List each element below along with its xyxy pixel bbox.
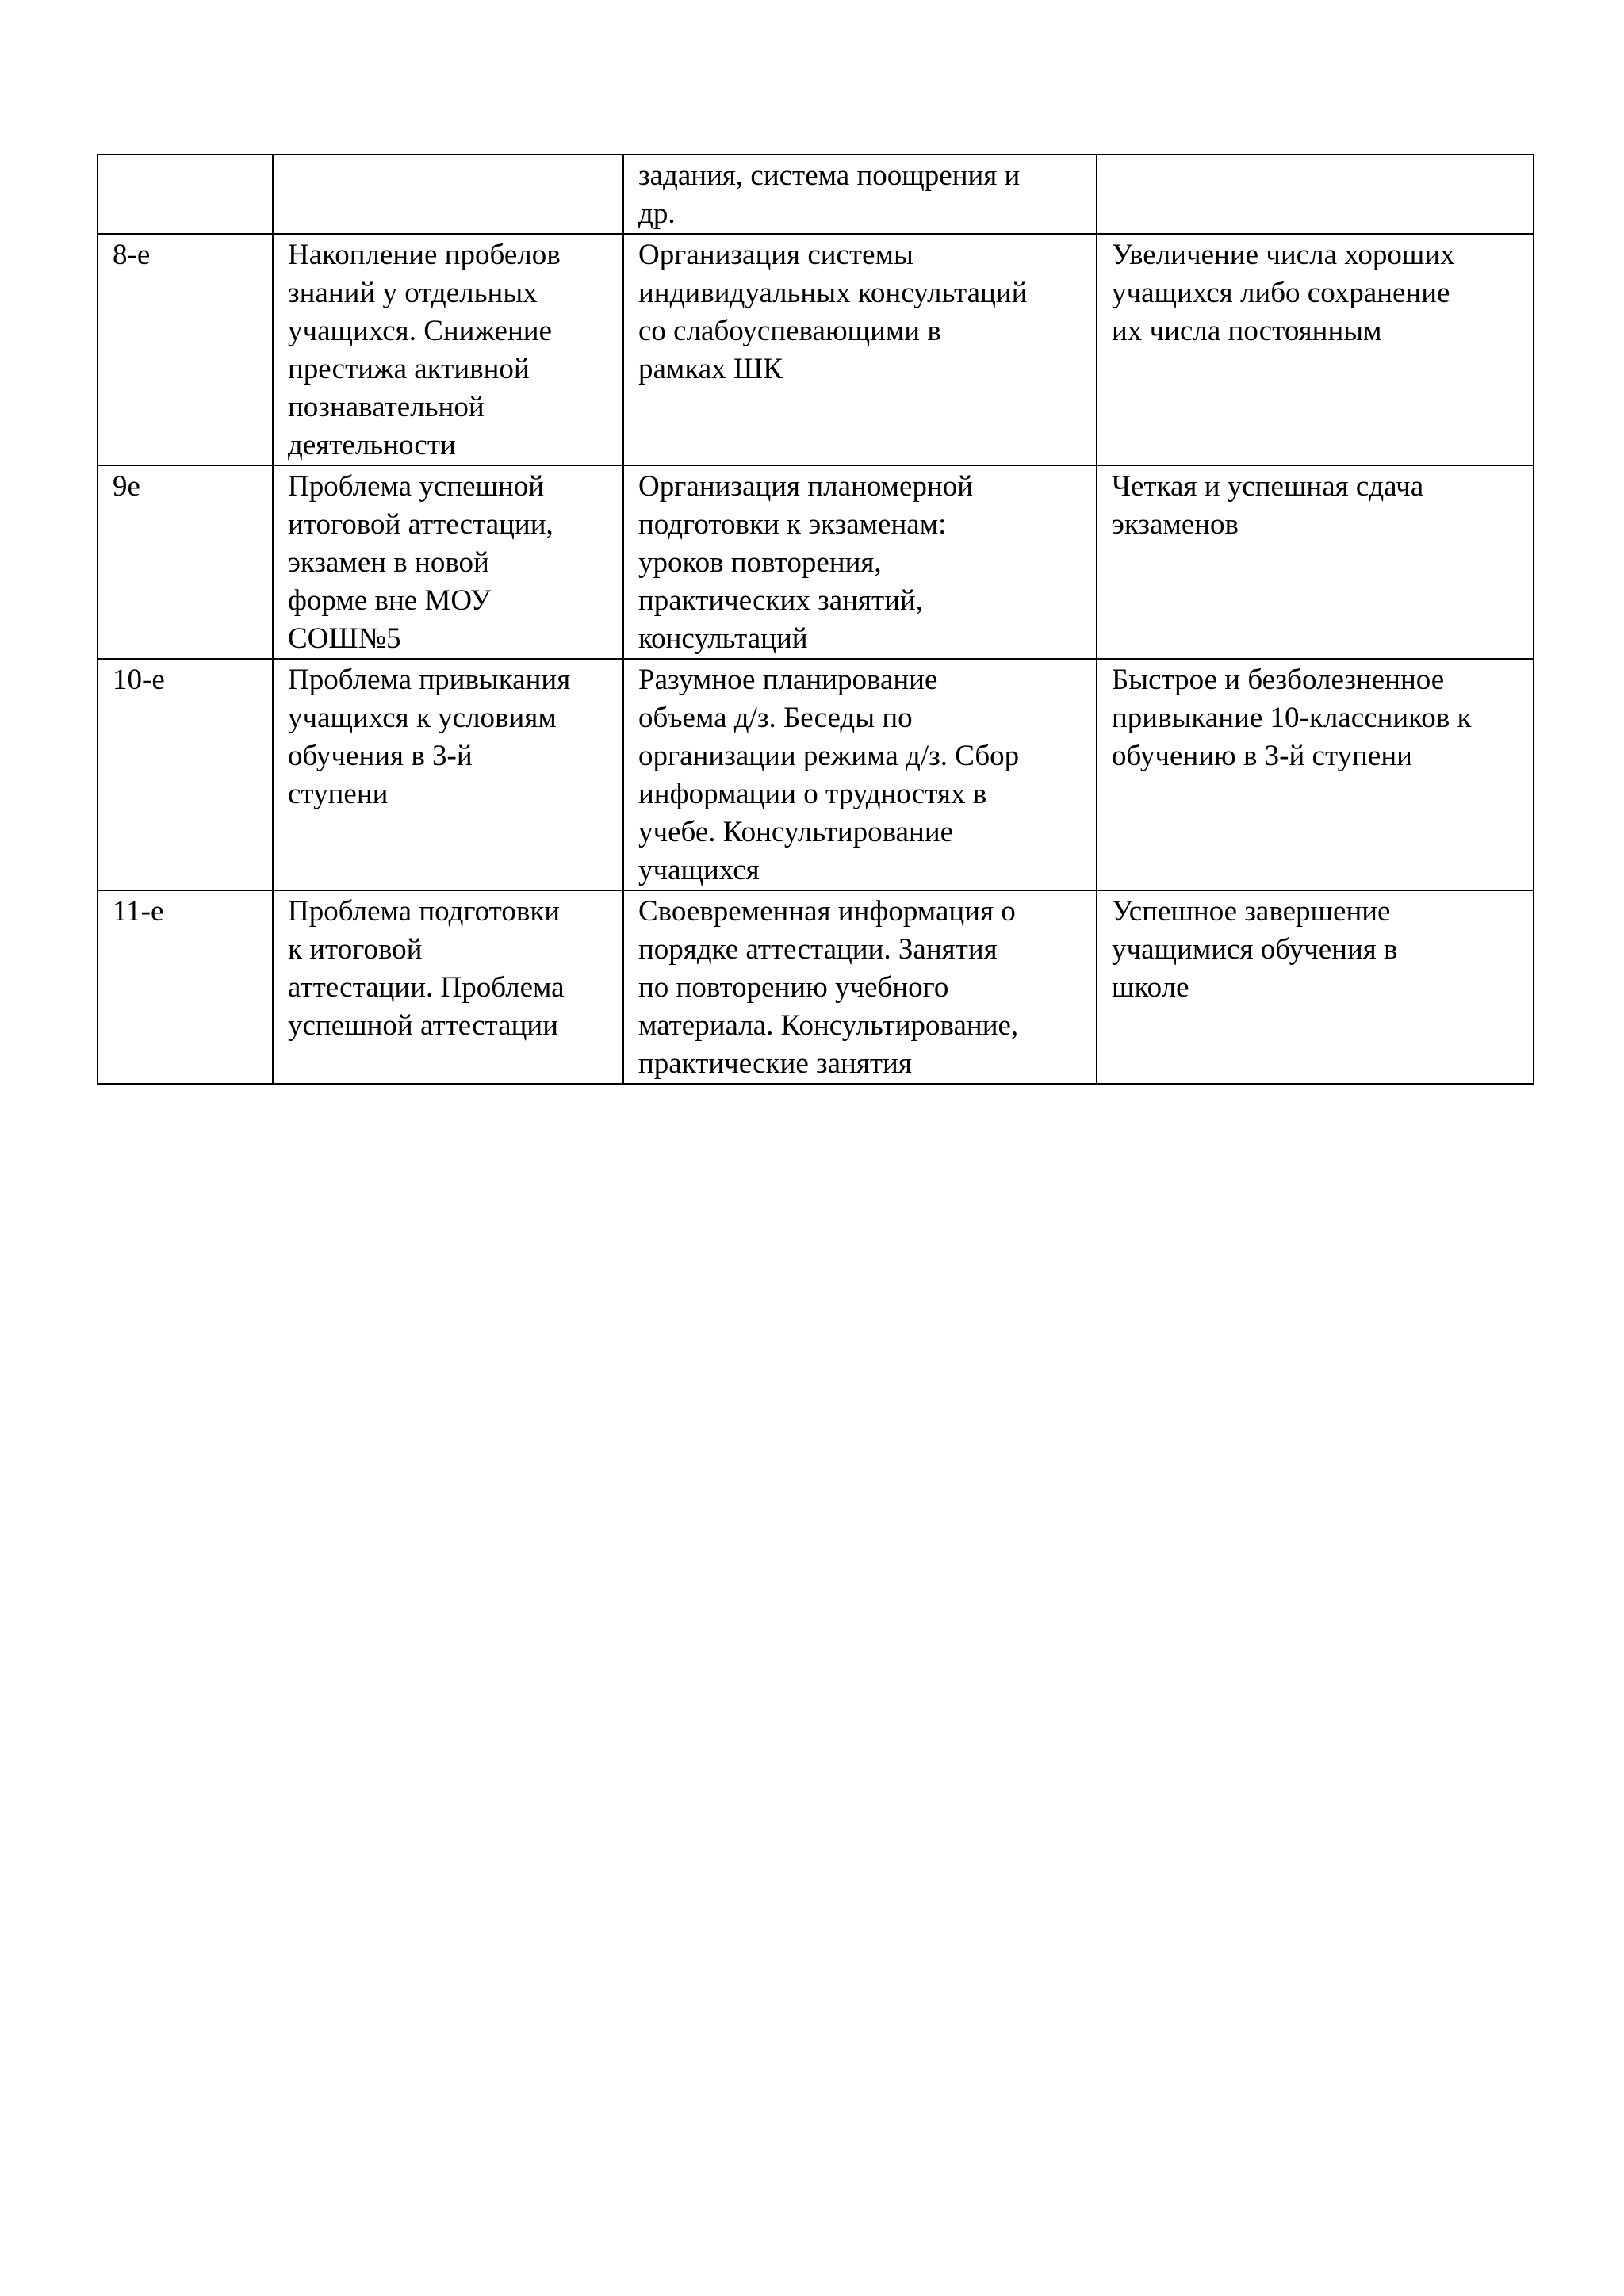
plan-table xyxy=(97,154,1534,1085)
problem-cell: Проблема подготовки к итоговой аттестации. Проблема успешной аттестации xyxy=(273,890,623,1084)
table-row xyxy=(98,890,1534,1084)
problem-cell: Проблема привыкания учащихся к условиям обучения в 3-й ступени xyxy=(273,659,623,890)
table-row xyxy=(98,659,1534,890)
result-cell xyxy=(1097,155,1534,234)
class-cell: 10-е xyxy=(98,659,273,890)
class-cell: 8-е xyxy=(98,234,273,465)
class-cell: 11-е xyxy=(98,890,273,1084)
measures-cell: Разумное планирование объема д/з. Беседы по организации режима д/з. Сбор информации о трудностях в учебе. Консультирование учащихся xyxy=(623,659,1097,890)
table-row xyxy=(98,465,1534,659)
measures-cell: задания, система поощрения и др. xyxy=(623,155,1097,234)
measures-cell: Своевременная информация о порядке аттестации. Занятия по повторению учебного материала. Консультирование, практические занятия xyxy=(623,890,1097,1084)
measures-cell: Организация системы индивидуальных консультаций со слабоуспевающими в рамках ШК xyxy=(623,234,1097,465)
result-cell: Быстрое и безболезненное привыкание 10-классников к обучению в 3-й ступени xyxy=(1097,659,1534,890)
measures-cell: Организация планомерной подготовки к экзаменам: уроков повторения, практических занятий, консультаций xyxy=(623,465,1097,659)
class-cell xyxy=(98,155,273,234)
table-row xyxy=(98,234,1534,465)
problem-cell: Накопление пробелов знаний у отдельных учащихся. Снижение престижа активной познавательной деятельности xyxy=(273,234,623,465)
result-cell: Четкая и успешная сдача экзаменов xyxy=(1097,465,1534,659)
table-row xyxy=(98,155,1534,234)
result-cell: Успешное завершение учащимися обучения в школе xyxy=(1097,890,1534,1084)
class-cell: 9е xyxy=(98,465,273,659)
result-cell: Увеличение числа хороших учащихся либо сохранение их числа постоянным xyxy=(1097,234,1534,465)
problem-cell xyxy=(273,155,623,234)
problem-cell: Проблема успешной итоговой аттестации, экзамен в новой форме вне МОУ СОШ№5 xyxy=(273,465,623,659)
